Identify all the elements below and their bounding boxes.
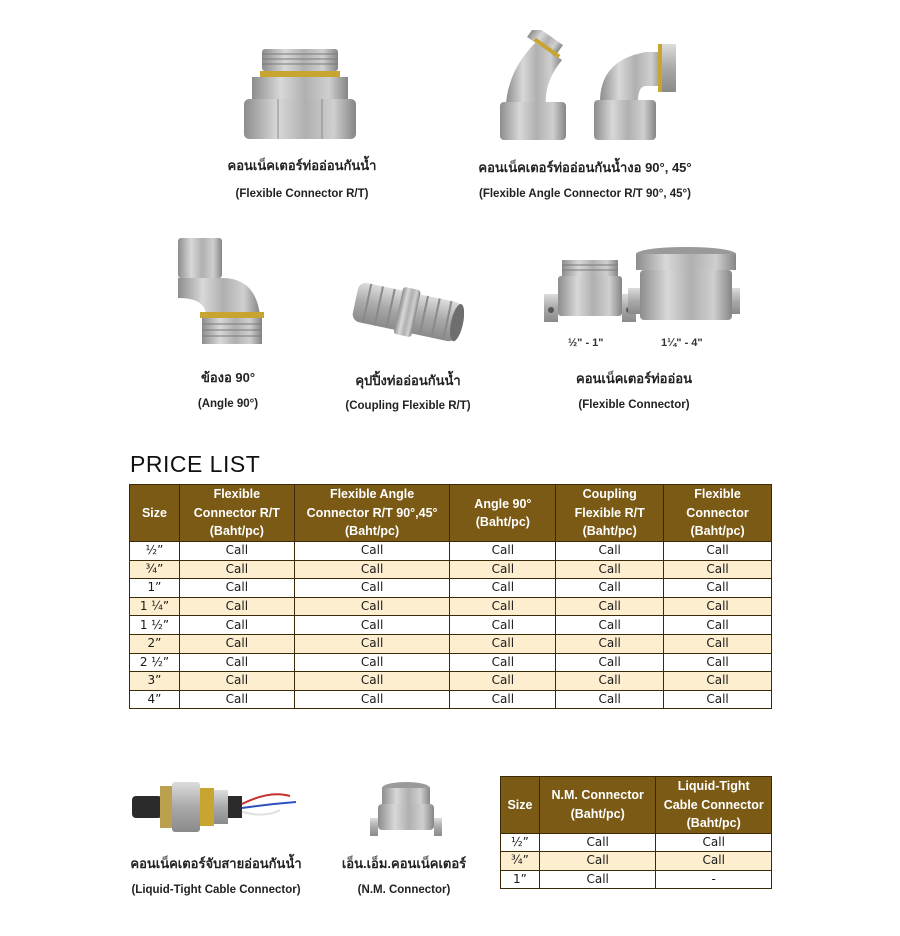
price-cell: Call bbox=[450, 672, 556, 691]
table-row bbox=[130, 542, 772, 561]
price-cell: Call bbox=[294, 653, 450, 672]
flexible-connector-thai-label: คอนเน็คเตอร์ท่ออ่อน bbox=[576, 371, 692, 386]
flexible-angle-connector-column-header: Flexible Angle Connector R/T 90°,45° (Baht/pc) bbox=[294, 485, 450, 542]
price-cell: Call bbox=[556, 634, 664, 653]
coupling-image bbox=[350, 278, 464, 348]
flexible-angle-connector-english-label: (Flexible Angle Connector R/T 90°, 45°) bbox=[479, 188, 691, 200]
size-cell: ¾” bbox=[130, 560, 180, 579]
size-cell: 1 ¼” bbox=[130, 597, 180, 616]
price-cell: Call bbox=[450, 653, 556, 672]
price-list-table bbox=[129, 484, 772, 709]
price-cell: Call bbox=[179, 560, 294, 579]
liquid-tight-cable-column-header: Liquid-Tight Cable Connector (Baht/pc) bbox=[656, 777, 772, 834]
price-cell: Call bbox=[656, 852, 772, 871]
price-cell: Call bbox=[664, 672, 772, 691]
size-cell: ¾” bbox=[501, 852, 540, 871]
size-cell: 4” bbox=[130, 690, 180, 709]
price-list-heading: PRICE LIST bbox=[130, 451, 261, 477]
angle-90-english-label: (Angle 90°) bbox=[197, 398, 259, 410]
price-cell: Call bbox=[450, 579, 556, 598]
liquid-tight-cable-thai-label: คอนเน็คเตอร์จับสายอ่อนกันน้ำ bbox=[130, 856, 302, 871]
flexible-connector-large-size-label: 1¼" - 4" bbox=[661, 337, 703, 349]
size-cell: 2 ½” bbox=[130, 653, 180, 672]
price-cell: Call bbox=[294, 597, 450, 616]
table-row bbox=[501, 833, 772, 852]
table-row bbox=[130, 634, 772, 653]
size-cell: ½” bbox=[130, 542, 180, 561]
table-row bbox=[130, 579, 772, 598]
price-cell: Call bbox=[450, 542, 556, 561]
price-cell: Call bbox=[556, 560, 664, 579]
flexible-connector-rt-thai-label: คอนเน็คเตอร์ท่ออ่อนกันน้ำ bbox=[227, 158, 377, 173]
flexible-connector-english-label: (Flexible Connector) bbox=[578, 399, 690, 411]
price-cell: Call bbox=[556, 653, 664, 672]
size-cell: 1” bbox=[501, 870, 540, 889]
flexible-connector-column-header: Flexible Connector (Baht/pc) bbox=[664, 485, 772, 542]
price-list-header-row bbox=[130, 485, 772, 542]
price-cell: Call bbox=[656, 833, 772, 852]
table-row bbox=[130, 616, 772, 635]
price-cell: Call bbox=[450, 616, 556, 635]
coupling-column-header: Coupling Flexible R/T (Baht/pc) bbox=[556, 485, 664, 542]
liquid-tight-cable-english-label: (Liquid-Tight Cable Connector) bbox=[131, 884, 301, 896]
price-cell: Call bbox=[179, 597, 294, 616]
size-cell: ½” bbox=[501, 833, 540, 852]
table-row bbox=[501, 870, 772, 889]
coupling-english-label: (Coupling Flexible R/T) bbox=[345, 400, 471, 412]
price-cell: Call bbox=[556, 616, 664, 635]
price-cell: Call bbox=[450, 597, 556, 616]
size-cell: 1” bbox=[130, 579, 180, 598]
price-cell: Call bbox=[294, 634, 450, 653]
price-cell: Call bbox=[294, 579, 450, 598]
nm-connector-image bbox=[368, 778, 444, 840]
price-cell: Call bbox=[450, 690, 556, 709]
price-cell: Call bbox=[179, 653, 294, 672]
flexible-connector-small-size-label: ½" - 1" bbox=[568, 337, 604, 349]
angle-90-column-header: Angle 90° (Baht/pc) bbox=[450, 485, 556, 542]
size-cell: 2” bbox=[130, 634, 180, 653]
nm-connector-english-label: (N.M. Connector) bbox=[357, 884, 451, 896]
price-cell: Call bbox=[179, 579, 294, 598]
price-cell: Call bbox=[664, 560, 772, 579]
angle-90-image bbox=[176, 236, 268, 348]
table-row bbox=[130, 597, 772, 616]
cable-connector-price-table bbox=[500, 776, 772, 889]
cable-connector-header-row bbox=[501, 777, 772, 834]
price-cell: Call bbox=[664, 579, 772, 598]
price-cell: Call bbox=[179, 542, 294, 561]
table-row bbox=[130, 653, 772, 672]
price-cell: Call bbox=[556, 542, 664, 561]
price-cell: Call bbox=[450, 560, 556, 579]
price-cell: Call bbox=[450, 634, 556, 653]
coupling-thai-label: คุปปิ้งท่ออ่อนกันน้ำ bbox=[355, 373, 461, 388]
price-cell: Call bbox=[664, 653, 772, 672]
price-cell: Call bbox=[556, 597, 664, 616]
liquid-tight-cable-connector-image bbox=[130, 774, 302, 840]
size-column-header: Size bbox=[501, 777, 540, 834]
price-cell: Call bbox=[664, 634, 772, 653]
angle-90-thai-label: ข้องอ 90° bbox=[200, 370, 256, 385]
price-cell: Call bbox=[556, 672, 664, 691]
flexible-connector-rt-english-label: (Flexible Connector R/T) bbox=[235, 188, 369, 200]
flexible-connector-image bbox=[540, 244, 740, 330]
table-row bbox=[501, 852, 772, 871]
price-cell: Call bbox=[539, 870, 656, 889]
table-row bbox=[130, 690, 772, 709]
price-cell: Call bbox=[179, 634, 294, 653]
price-cell: Call bbox=[664, 542, 772, 561]
price-cell: Call bbox=[179, 690, 294, 709]
price-cell: Call bbox=[664, 597, 772, 616]
price-cell: Call bbox=[664, 690, 772, 709]
price-cell: Call bbox=[664, 616, 772, 635]
nm-connector-column-header: N.M. Connector (Baht/pc) bbox=[539, 777, 656, 834]
size-column-header: Size bbox=[130, 485, 180, 542]
price-cell: Call bbox=[539, 833, 656, 852]
flexible-angle-connector-image bbox=[496, 30, 696, 145]
price-cell: Call bbox=[294, 672, 450, 691]
price-cell: Call bbox=[539, 852, 656, 871]
price-cell: Call bbox=[294, 690, 450, 709]
price-cell: - bbox=[656, 870, 772, 889]
flexible-connector-rt-image bbox=[238, 45, 360, 145]
size-cell: 1 ½” bbox=[130, 616, 180, 635]
price-cell: Call bbox=[556, 690, 664, 709]
price-cell: Call bbox=[294, 542, 450, 561]
table-row bbox=[130, 560, 772, 579]
size-cell: 3” bbox=[130, 672, 180, 691]
price-cell: Call bbox=[179, 616, 294, 635]
flexible-angle-connector-thai-label: คอนเน็คเตอร์ท่ออ่อนกันน้ำงอ 90°, 45° bbox=[478, 160, 692, 175]
price-cell: Call bbox=[179, 672, 294, 691]
price-cell: Call bbox=[294, 560, 450, 579]
flexible-connector-rt-column-header: Flexible Connector R/T (Baht/pc) bbox=[179, 485, 294, 542]
nm-connector-thai-label: เอ็น.เอ็ม.คอนเน็คเตอร์ bbox=[341, 856, 467, 871]
table-row bbox=[130, 672, 772, 691]
price-cell: Call bbox=[294, 616, 450, 635]
price-cell: Call bbox=[556, 579, 664, 598]
